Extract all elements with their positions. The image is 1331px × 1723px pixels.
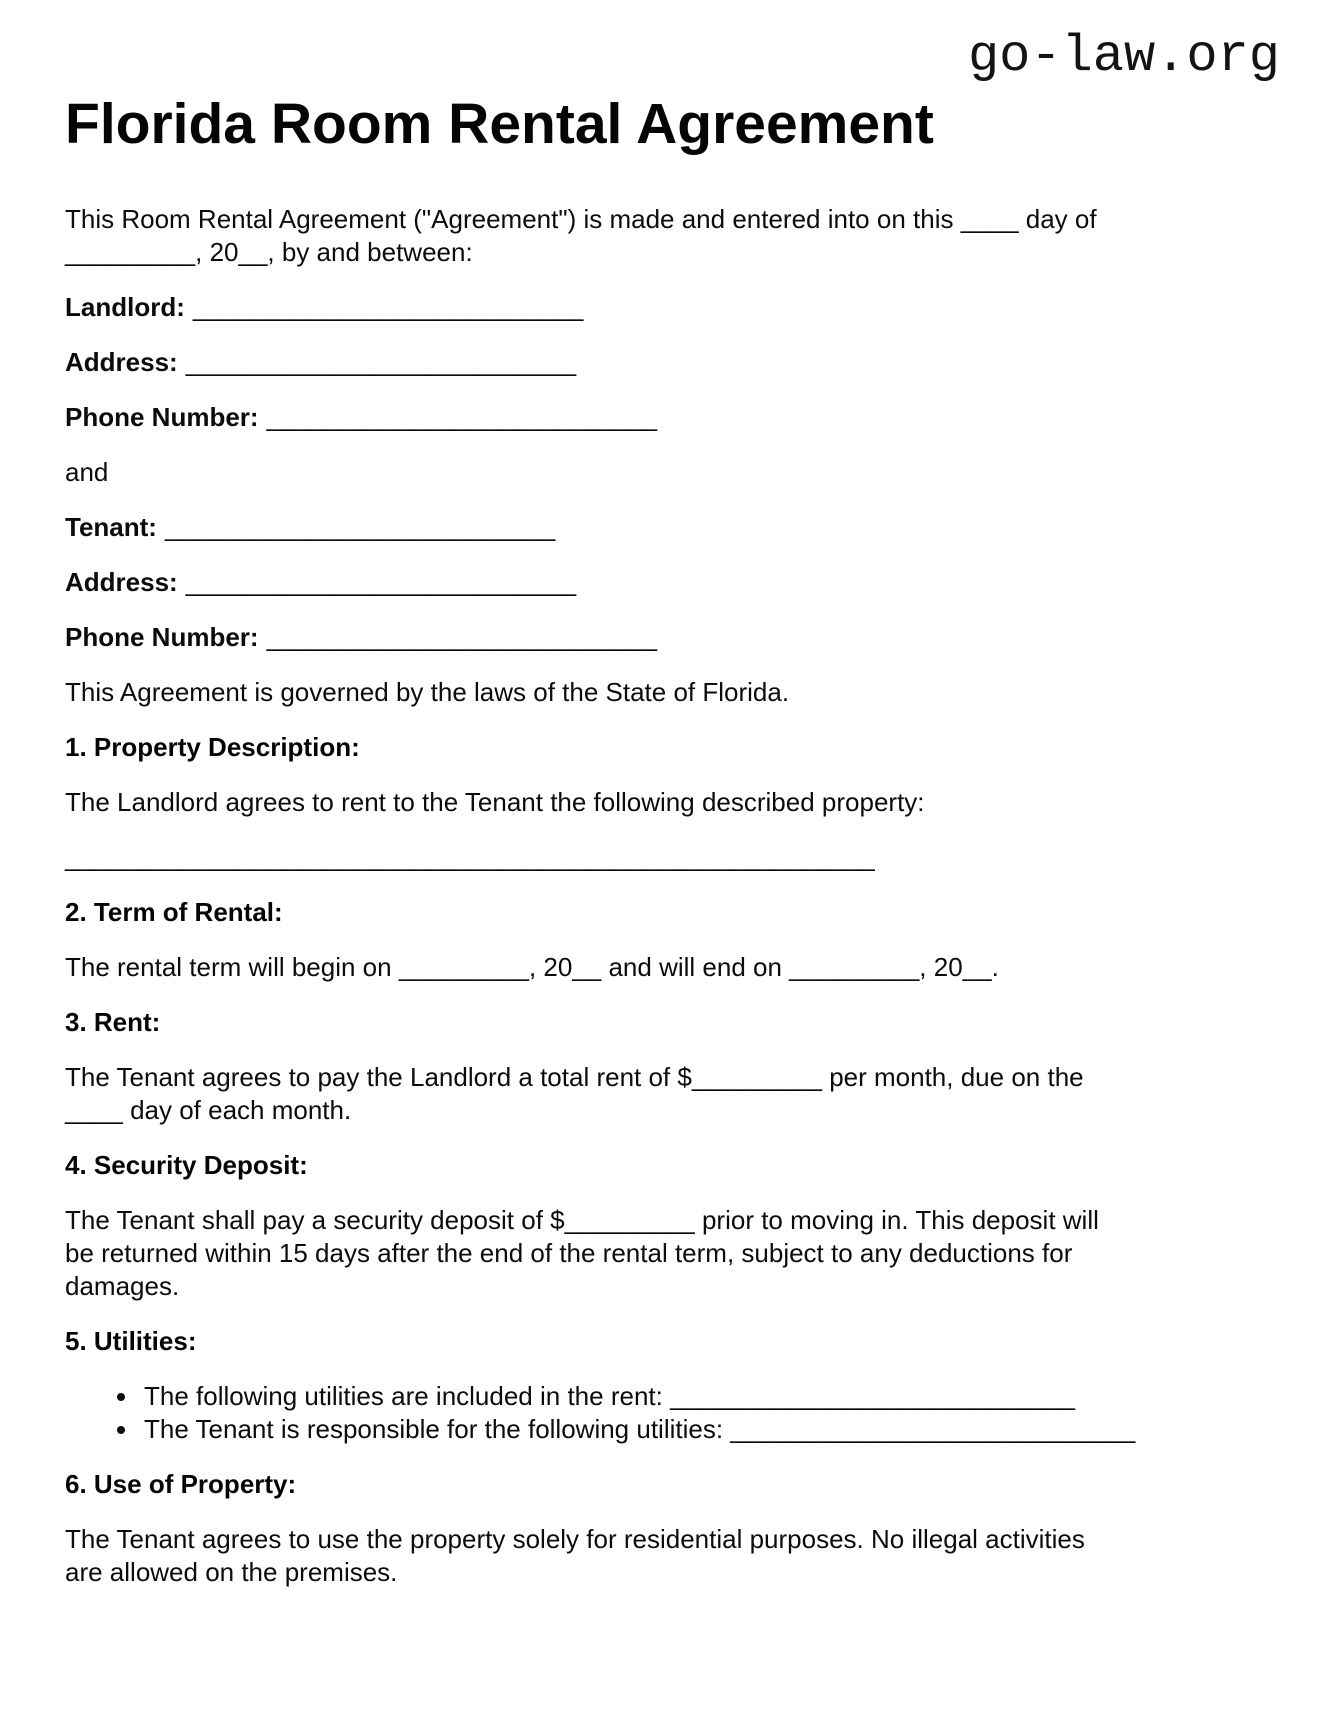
section-6-line-2: are allowed on the premises. bbox=[65, 1557, 398, 1588]
tenant-field bbox=[65, 511, 1280, 544]
landlord-label: Landlord: bbox=[65, 292, 185, 323]
tenant-label: Tenant: bbox=[65, 512, 157, 543]
section-1-line-1: The Landlord agrees to rent to the Tenant the following described property: bbox=[65, 787, 925, 818]
section-3-line-1: The Tenant agrees to pay the Landlord a total rent of $_________ per month, due on the bbox=[65, 1062, 1084, 1093]
section-3-line-2: ____ day of each month. bbox=[65, 1095, 352, 1126]
section-1-body bbox=[65, 786, 1280, 819]
landlord-phone-field bbox=[65, 401, 1280, 434]
tenant-address-field bbox=[65, 566, 1280, 599]
governing-law-paragraph: This Agreement is governed by the laws of the State of Florida. bbox=[65, 677, 790, 708]
intro-line-2: _________, 20__, by and between: bbox=[65, 237, 473, 268]
section-2-heading: 2. Term of Rental: bbox=[65, 897, 283, 928]
landlord-phone-label: Phone Number: bbox=[65, 402, 259, 433]
section-1-heading: 1. Property Description: bbox=[65, 732, 360, 763]
utilities-tenant-responsible-item: • The Tenant is responsible for the following utilities: ____________________________ bbox=[140, 1413, 1280, 1446]
tenant-address-blank-line: ___________________________ bbox=[185, 567, 577, 598]
utilities-list bbox=[65, 1380, 1280, 1446]
site-logo: go-law.org bbox=[967, 27, 1280, 86]
landlord-address-blank-line: ___________________________ bbox=[185, 347, 577, 378]
intro-line-1: This Room Rental Agreement ("Agreement") is made and entered into on this ____ day of bbox=[65, 204, 1097, 235]
tenant-blank-line: ___________________________ bbox=[164, 512, 556, 543]
section-6-body bbox=[65, 1523, 1280, 1589]
landlord-blank-line: ___________________________ bbox=[192, 292, 584, 323]
tenant-phone-label: Phone Number: bbox=[65, 622, 259, 653]
section-6-heading: 6. Use of Property: bbox=[65, 1469, 297, 1500]
landlord-phone-blank-line: ___________________________ bbox=[266, 402, 657, 433]
document-title: Florida Room Rental Agreement bbox=[65, 91, 934, 156]
and-connector: and bbox=[65, 457, 109, 488]
section-6-line-1: The Tenant agrees to use the property solely for residential purposes. No illegal activities bbox=[65, 1524, 1085, 1555]
tenant-phone-field bbox=[65, 621, 1280, 654]
section-4-line-2: be returned within 15 days after the end of the rental term, subject to any deductions for bbox=[65, 1238, 1073, 1269]
landlord-field bbox=[65, 291, 1280, 324]
section-4-body bbox=[65, 1204, 1280, 1303]
intro-paragraph bbox=[65, 203, 1280, 269]
tenant-address-label: Address: bbox=[65, 567, 178, 598]
landlord-address-label: Address: bbox=[65, 347, 178, 378]
landlord-address-field bbox=[65, 346, 1280, 379]
section-3-body bbox=[65, 1061, 1280, 1127]
section-4-line-1: The Tenant shall pay a security deposit of $_________ prior to moving in. This deposit will bbox=[65, 1205, 1099, 1236]
section-2-body bbox=[65, 951, 1280, 984]
section-4-line-3: damages. bbox=[65, 1271, 180, 1302]
section-5-heading: 5. Utilities: bbox=[65, 1326, 197, 1357]
section-4-heading: 4. Security Deposit: bbox=[65, 1150, 308, 1181]
section-3-heading: 3. Rent: bbox=[65, 1007, 161, 1038]
section-1-blank-line: ________________________________________________________ bbox=[65, 842, 875, 873]
utilities-included-item: • The following utilities are included in the rent: ____________________________ bbox=[140, 1380, 1280, 1413]
tenant-phone-blank-line: ___________________________ bbox=[266, 622, 657, 653]
section-2-line-1: The rental term will begin on _________, 20__ and will end on _________, 20__. bbox=[65, 952, 999, 983]
